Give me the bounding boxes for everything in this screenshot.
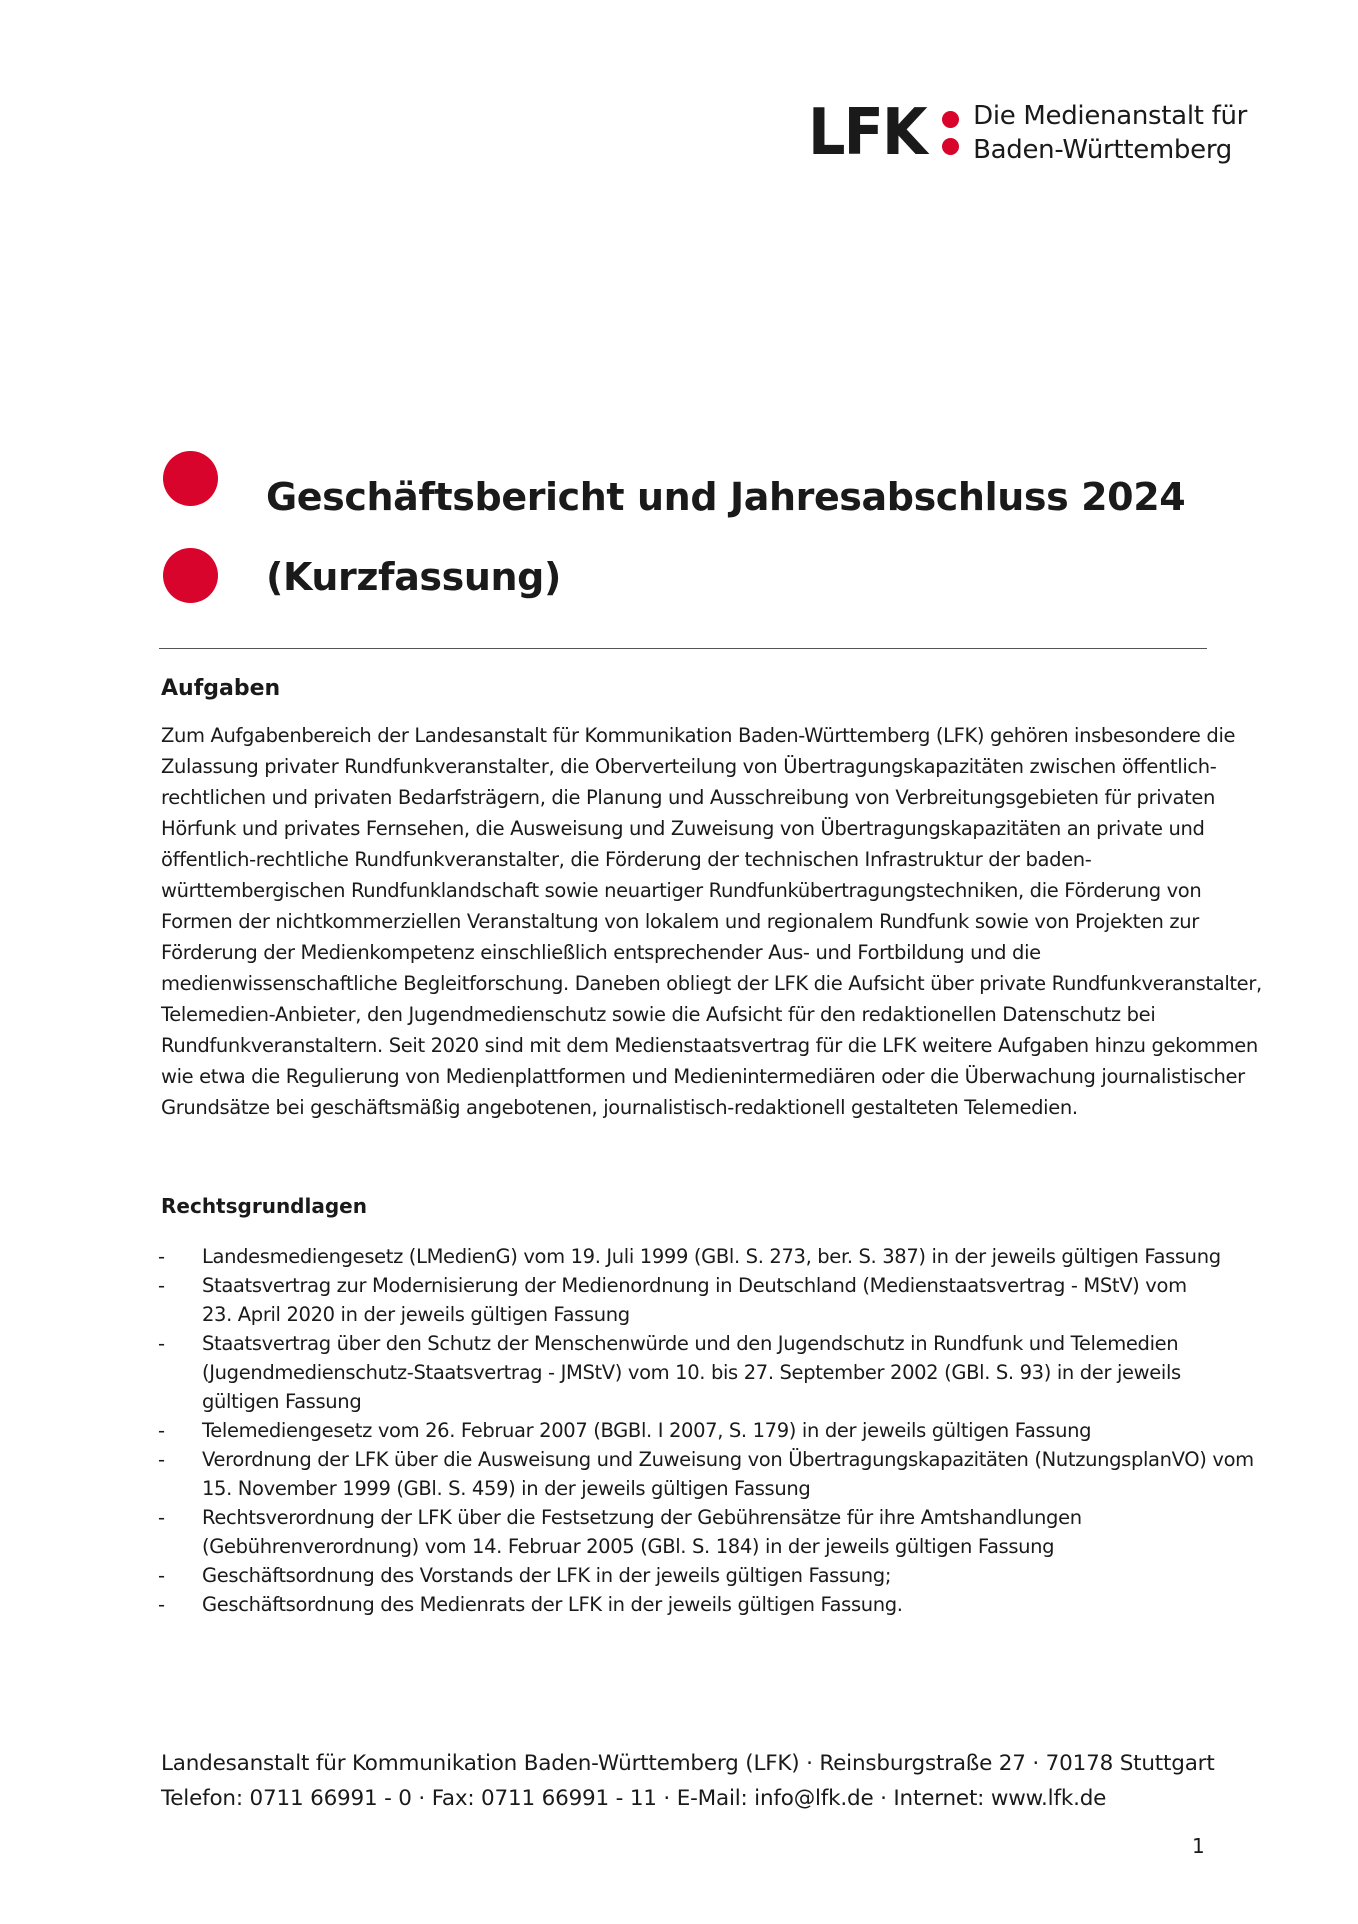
footer-address: Landesanstalt für Kommunikation Baden-Württemberg (LFK) · Reinsburgstraße 27 · 70178 Stuttgart xyxy=(161,1751,1215,1776)
list-item-line: (Jugendmedienschutz-Staatsvertrag - JMStV) vom 10. bis 27. September 2002 (GBl. S. 93) in der jeweils xyxy=(202,1361,1181,1384)
logo-dot-bottom xyxy=(942,138,959,155)
logo-mark: LFK xyxy=(808,96,926,170)
list-bullet: - xyxy=(158,1245,166,1268)
legal-basis-list xyxy=(158,1242,1254,1619)
aufgaben-paragraph xyxy=(161,720,1262,1123)
paragraph-line: Rundfunkveranstaltern. Seit 2020 sind mit dem Medienstaatsvertrag für die LFK weitere Aufgaben hinzu gekommen xyxy=(161,1034,1258,1057)
paragraph-line: württembergischen Rundfunklandschaft sowie neuartiger Rundfunkübertragungstechniken, die Förderung von xyxy=(161,879,1202,902)
list-item xyxy=(158,1561,1218,1590)
list-bullet: - xyxy=(158,1419,166,1442)
list-item-line: Verordnung der LFK über die Ausweisung und Zuweisung von Übertragungskapazitäten (NutzungsplanVO) vom xyxy=(202,1448,1254,1471)
list-item-line: Telemediengesetz vom 26. Februar 2007 (BGBl. I 2007, S. 179) in der jeweils gültigen Fassung xyxy=(202,1419,1092,1442)
logo-text-line2: Baden-Württemberg xyxy=(973,135,1232,165)
logo-dots xyxy=(942,111,959,155)
list-bullet: - xyxy=(158,1332,166,1355)
list-item xyxy=(158,1503,1218,1561)
paragraph-line: Förderung der Medienkompetenz einschließlich entsprechender Aus- und Fortbildung und die xyxy=(161,941,1041,964)
list-item xyxy=(158,1445,1254,1503)
list-item-line: Geschäftsordnung des Medienrats der LFK in der jeweils gültigen Fassung. xyxy=(202,1593,903,1616)
footer-contact: Telefon: 0711 66991 - 0 · Fax: 0711 66991 - 11 · E-Mail: info@lfk.de · Internet: www.lfk.de xyxy=(161,1786,1107,1811)
lfk-logo xyxy=(808,96,1248,170)
document-subtitle: (Kurzfassung) xyxy=(266,555,561,599)
logo-dot-top xyxy=(942,111,959,128)
paragraph-line: Telemedien-Anbieter, den Jugendmedienschutz sowie die Aufsicht für den redaktionellen Datenschutz bei xyxy=(161,1003,1156,1026)
list-item-line: 23. April 2020 in der jeweils gültigen Fassung xyxy=(202,1303,630,1326)
list-item xyxy=(158,1329,1218,1416)
list-item xyxy=(158,1416,1218,1445)
logo-text xyxy=(973,99,1247,167)
aufgaben-heading: Aufgaben xyxy=(161,676,281,701)
list-item-line: Staatsvertrag über den Schutz der Menschenwürde und den Jugendschutz in Rundfunk und Telemedien xyxy=(202,1332,1179,1355)
page-number: 1 xyxy=(1192,1834,1205,1858)
list-item-line: gültigen Fassung xyxy=(202,1390,362,1413)
paragraph-line: Zulassung privater Rundfunkveranstalter, die Oberverteilung von Übertragungskapazitäten zwischen öffentlich- xyxy=(161,755,1217,778)
list-item-line: Staatsvertrag zur Modernisierung der Medienordnung in Deutschland (Medienstaatsvertrag - MStV) vom xyxy=(202,1274,1187,1297)
list-item xyxy=(158,1242,1221,1271)
list-item-line: Landesmediengesetz (LMedienG) vom 19. Juli 1999 (GBl. S. 273, ber. S. 387) in der jeweils gültigen Fassung xyxy=(202,1245,1221,1268)
list-item-line: Geschäftsordnung des Vorstands der LFK in der jeweils gültigen Fassung; xyxy=(202,1564,892,1587)
paragraph-line: wie etwa die Regulierung von Medienplattformen und Medienintermediären oder die Überwachung journalistischer xyxy=(161,1065,1245,1088)
paragraph-line: rechtlichen und privaten Bedarfsträgern, die Planung und Ausschreibung von Verbreitungsgebieten für privaten xyxy=(161,786,1216,809)
list-item-line: Rechtsverordnung der LFK über die Festsetzung der Gebührensätze für ihre Amtshandlungen xyxy=(202,1506,1082,1529)
list-bullet: - xyxy=(158,1274,166,1297)
list-bullet: - xyxy=(158,1564,166,1587)
list-item xyxy=(158,1590,1218,1619)
paragraph-line: Hörfunk und privates Fernsehen, die Ausweisung und Zuweisung von Übertragungskapazitäten an private und xyxy=(161,817,1205,840)
list-bullet: - xyxy=(158,1593,166,1616)
paragraph-line: öffentlich-rechtliche Rundfunkveranstalter, die Förderung der technischen Infrastruktur der baden- xyxy=(161,848,1092,871)
rechtsgrundlagen-heading: Rechtsgrundlagen xyxy=(161,1194,367,1218)
list-item-line: 15. November 1999 (GBl. S. 459) in der jeweils gültigen Fassung xyxy=(202,1477,811,1500)
list-bullet: - xyxy=(158,1448,166,1471)
document-title: Geschäftsbericht und Jahresabschluss 2024 xyxy=(266,475,1186,519)
footer xyxy=(161,1746,1215,1816)
list-item-line: (Gebührenverordnung) vom 14. Februar 2005 (GBl. S. 184) in der jeweils gültigen Fassung xyxy=(202,1535,1055,1558)
title-bullet-dot-1 xyxy=(163,451,218,506)
paragraph-line: Zum Aufgabenbereich der Landesanstalt für Kommunikation Baden-Württemberg (LFK) gehören insbesondere die xyxy=(161,724,1236,747)
title-bullet-dot-2 xyxy=(163,548,218,603)
paragraph-line: Grundsätze bei geschäftsmäßig angebotenen, journalistisch-redaktionell gestalteten Telemedien. xyxy=(161,1096,1078,1119)
logo-text-line1: Die Medienanstalt für xyxy=(973,101,1248,131)
list-bullet: - xyxy=(158,1506,166,1529)
list-item xyxy=(158,1271,1218,1329)
paragraph-line: medienwissenschaftliche Begleitforschung. Daneben obliegt der LFK die Aufsicht über private Rundfunkveranstalter, xyxy=(161,972,1262,995)
paragraph-line: Formen der nichtkommerziellen Veranstaltung von lokalem und regionalem Rundfunk sowie von Projekten zur xyxy=(161,910,1199,933)
title-divider xyxy=(159,648,1207,649)
